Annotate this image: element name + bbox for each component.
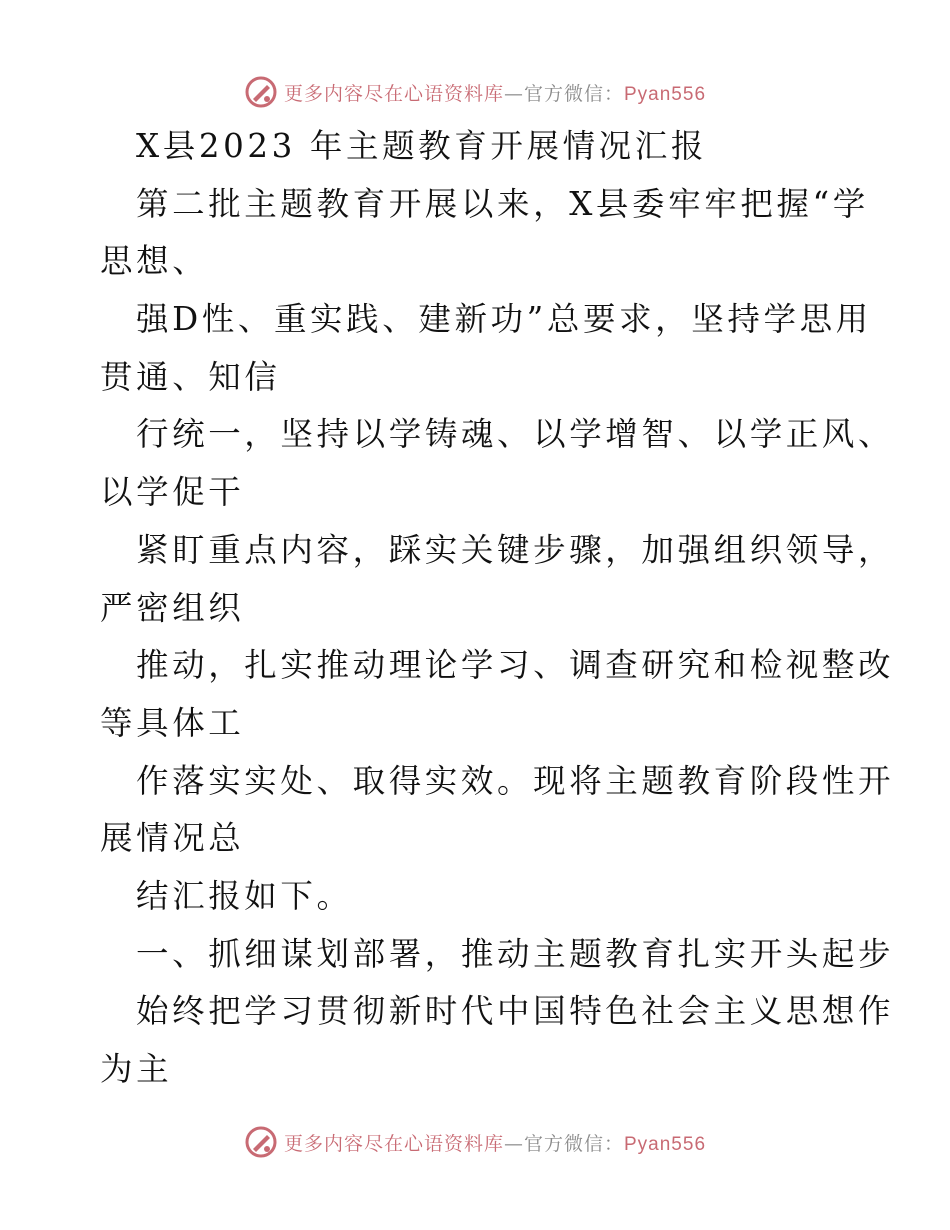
watermark-text (284, 79, 706, 106)
watermark-wechat-id: Pyan556 (624, 1133, 707, 1155)
text-line: 推动，扎实推动理论学习、调查研究和检视整改 (136, 646, 895, 685)
text-line: 第二批主题教育开展以来，X县委牢牢把握“学 (136, 184, 869, 223)
watermark-wechat-id: Pyan556 (624, 83, 707, 105)
section-heading: 一、抓细谋划部署，推动主题教育扎实开头起步 (136, 934, 895, 973)
watermark-separator: — (503, 82, 524, 105)
watermark-brand: 更多内容尽在心语资料库 (283, 1132, 504, 1155)
watermark-brand: 更多内容尽在心语资料库 (283, 82, 504, 105)
brand-logo-icon (244, 75, 278, 109)
text-line: 思想、 (100, 242, 209, 281)
footer-watermark (0, 1120, 950, 1164)
text-line: 等具体工 (100, 703, 245, 742)
text-line: 为主 (100, 1050, 173, 1088)
watermark-separator: — (503, 1132, 524, 1155)
text-line: 以学促干 (100, 473, 245, 512)
text-line: 结汇报如下。 (136, 876, 353, 915)
document-body (100, 118, 895, 1099)
watermark-wechat-label: 官方微信： (523, 82, 624, 105)
text-line: 严密组织 (100, 588, 245, 627)
text-line: 始终把学习贯彻新时代中国特色社会主义思想作 (136, 992, 895, 1031)
text-line: 紧盯重点内容，踩实关键步骤，加强组织领导， (136, 530, 895, 569)
header-watermark (0, 70, 950, 114)
document-title: X县2023 年主题教育开展情况汇报 (136, 127, 707, 165)
watermark-wechat-label: 官方微信： (523, 1132, 624, 1155)
text-line: 行统一，坚持以学铸魂、以学增智、以学正风、 (136, 415, 895, 454)
watermark-text (284, 1129, 706, 1156)
text-line: 作落实实处、取得实效。现将主题教育阶段性开 (136, 761, 895, 800)
brand-logo-icon (244, 1125, 278, 1159)
text-line: 贯通、知信 (100, 357, 281, 396)
text-line: 强D性、重实践、建新功”总要求，坚持学思用 (136, 300, 872, 339)
text-line: 展情况总 (100, 819, 245, 858)
